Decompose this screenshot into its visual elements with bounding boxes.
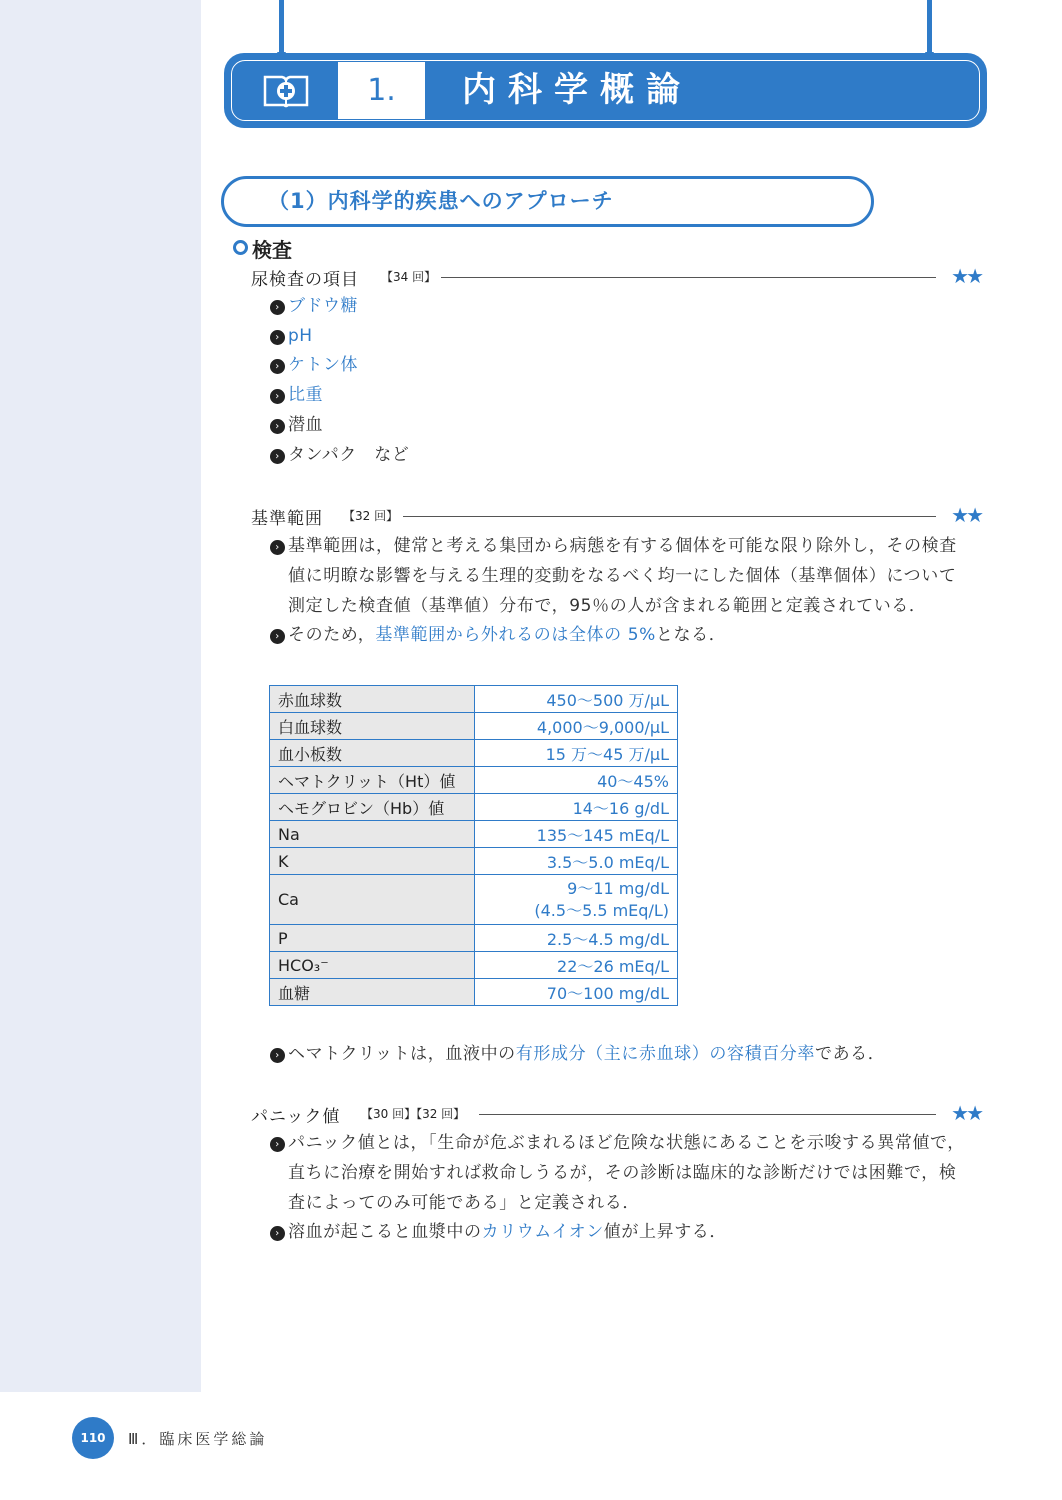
table-row: ヘモグロビン（Hb）値 14〜16 g/dL <box>270 794 678 821</box>
table-row: HCO₃⁻ 22〜26 mEq/L <box>270 952 678 979</box>
list-item: › 比重 <box>270 380 323 410</box>
arrow-bullet-icon: › <box>270 540 285 555</box>
topic-title: 尿検査の項目 <box>251 270 359 290</box>
table-row: 赤血球数 450〜500 万/μL <box>270 686 678 713</box>
topic-rule <box>479 1114 936 1115</box>
table-row: 白血球数 4,000〜9,000/μL <box>270 713 678 740</box>
list-item: › pH <box>270 321 313 351</box>
arrow-bullet-icon: › <box>270 449 285 464</box>
hematocrit-note: › ヘマトクリットは，血液中の有形成分（主に赤血球）の容積百分率である． <box>270 1039 982 1069</box>
table-row: ヘマトクリット（Ht）値 40〜45% <box>270 767 678 794</box>
topic-title: パニック値 <box>251 1107 341 1127</box>
panic-paragraph: › パニック値とは，「生命が危ぶまれるほど危険な状態にあることを示唆する異常値で， 直ちに治療を開始すれば救命しうるが，その診断は臨床的な診断だけでは困難で，検 査によってのみ可能である」と定義される． <box>270 1128 982 1218</box>
topic-urine-header <box>251 265 981 289</box>
arrow-bullet-icon: › <box>270 419 285 434</box>
table-row: P 2.5〜4.5 mg/dL <box>270 925 678 952</box>
table-row: 血小板数 15 万〜45 万/μL <box>270 740 678 767</box>
topic-title: 基準範囲 <box>251 509 323 529</box>
header-hanger-right <box>927 0 932 54</box>
subsection-title: 検査 <box>252 238 292 262</box>
table-row: Ca 9〜11 mg/dL (4.5〜5.5 mEq/L) <box>270 875 678 925</box>
header-hanger-left <box>279 0 284 54</box>
topic-reference-header <box>251 504 981 528</box>
list-item: › 潜血 <box>270 410 323 440</box>
medical-book-icon <box>262 72 310 110</box>
ring-bullet-icon <box>233 240 248 255</box>
arrow-bullet-icon: › <box>270 300 285 315</box>
table-row: K 3.5〜5.0 mEq/L <box>270 848 678 875</box>
arrow-bullet-icon: › <box>270 1137 285 1152</box>
arrow-bullet-icon: › <box>270 1226 285 1241</box>
arrow-bullet-icon: › <box>270 1048 285 1063</box>
page-number: 110 <box>72 1417 114 1459</box>
arrow-bullet-icon: › <box>270 389 285 404</box>
table-row: 血糖 70〜100 mg/dL <box>270 979 678 1006</box>
exam-sessions: 【32 回】 <box>343 509 399 523</box>
left-margin-band <box>0 0 201 1392</box>
chapter-title: 内科学概論 <box>462 70 692 110</box>
topic-rule <box>441 277 936 278</box>
chapter-number: 1. <box>367 73 396 108</box>
exam-sessions: 【34 回】 <box>381 270 437 284</box>
reference-paragraph: › 基準範囲は，健常と考える集団から病態を有する個体を可能な限り除外し，その検査 値に明瞭な影響を与える生理的変動をなるべく均一にした個体（基準個体）について 測定した検査値（基準値）分布で，95％の人が含まれる範囲と定義されている． <box>270 531 982 621</box>
topic-panic-header <box>251 1102 981 1126</box>
arrow-bullet-icon: › <box>270 359 285 374</box>
reference-outside-note: › そのため，基準範囲から外れるのは全体の 5%となる． <box>270 620 982 650</box>
running-footer: Ⅲ．臨床医学総論 <box>128 1430 268 1448</box>
list-item: › ケトン体 <box>270 350 358 380</box>
exam-sessions: 【30 回】【32 回】 <box>361 1107 466 1121</box>
table-row: Na 135〜145 mEq/L <box>270 821 678 848</box>
list-item: › タンパク など <box>270 440 409 470</box>
section-title: （1）内科学的疾患へのアプローチ <box>268 189 614 213</box>
importance-stars: ★★ <box>951 503 981 527</box>
topic-rule <box>403 516 936 517</box>
arrow-bullet-icon: › <box>270 629 285 644</box>
importance-stars: ★★ <box>951 1101 981 1125</box>
importance-stars: ★★ <box>951 264 981 288</box>
hemolysis-note: › 溶血が起こると血漿中のカリウムイオン値が上昇する． <box>270 1217 982 1247</box>
reference-range-table <box>269 685 678 1006</box>
list-item: › ブドウ糖 <box>270 291 358 321</box>
subsection-heading <box>233 234 292 263</box>
arrow-bullet-icon: › <box>270 330 285 345</box>
